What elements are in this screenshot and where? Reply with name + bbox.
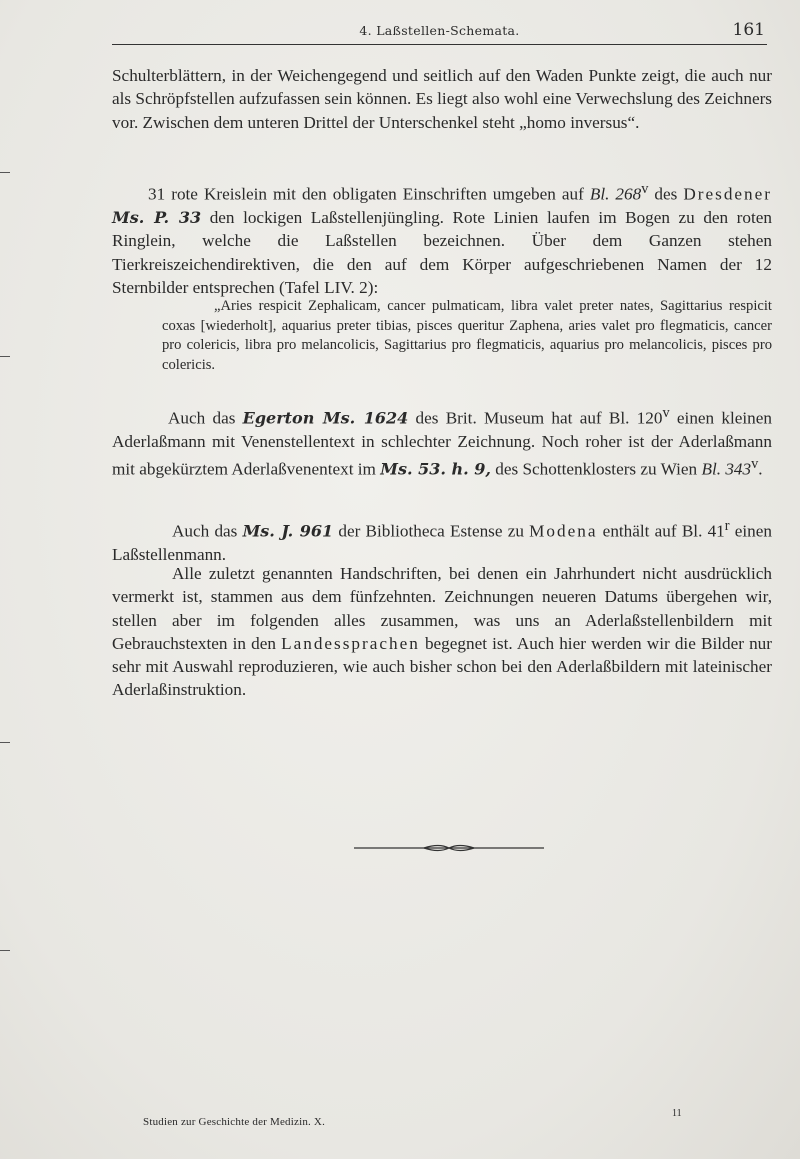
p4-text-a: Auch das — [172, 521, 243, 541]
p2-text-b: des — [648, 184, 684, 204]
p2-text-d: den lockigen Laßstellenjüngling. Rote Linien laufen im Bogen zu den roten Ringlein, welche die Laßstellen bezeichnen. Über dem Ganzen stehen Tierkreiszeichendirektiven, die den auf dem Körper aufgeschriebenen Namen der 12 Sternbilder entsprechen (Tafel LIV. 2): — [112, 208, 772, 297]
p3-text-e: . — [758, 460, 763, 480]
p3-text-a: Auch das — [168, 408, 243, 428]
p5-text-a: Alle zuletzt genannten Handschriften, bei denen ein Jahrhundert nicht ausdrücklich vermerkt ist, stammen aus dem fünfzehnten. Zeichnungen neueren Datums übergehen wir, stellen aber im folgenden alles zusammen, was uns an Aderlaßstellenbildern mit Gebrauchstexten in den — [112, 564, 772, 653]
margin-mark — [0, 950, 10, 951]
paragraph-3 — [112, 402, 772, 481]
p2-city: Dresdener — [683, 184, 772, 204]
paragraph-2 — [112, 178, 772, 299]
page-number: 161 — [732, 20, 765, 40]
p3-sup-2: v — [751, 456, 759, 473]
paragraph-4 — [112, 515, 772, 566]
p2-text-a: 31 rote Kreislein mit den obligaten Einschriften umgeben auf — [148, 184, 590, 204]
running-header — [112, 20, 767, 45]
margin-mark — [0, 172, 10, 173]
p4-text-c: enthält auf Bl. 41 — [597, 521, 725, 541]
margin-mark — [0, 356, 10, 357]
margin-mark — [0, 742, 10, 743]
p3-text-c: einen kleinen Aderlaßmann mit Venenstellentext in schlechter Zeichnung. Noch roher ist der Aderlaßmann mit abgekürztem Aderlaßvenentext im — [112, 408, 772, 480]
p3-manuscript-1: Egerton Ms. 1624 — [242, 408, 409, 428]
footer-signature: 11 — [672, 1108, 682, 1119]
footer-series: Studien zur Geschichte der Medizin. X. — [143, 1116, 326, 1128]
latin-quote: „Aries respicit Zephalicam, cancer pulmaticam, libra valet preter nates, Sagittarius respicit coxas [wiederholt], aquarius preter tibias, pisces queritur Zaphena, aries valet pro flegmaticis, cancer pro colericis, libra pro melancolicis, Sagittarius pro flegmaticis, aquarius pro melancolicis, pisces pro colericis. — [162, 298, 772, 373]
p3-text-b: des Brit. Museum hat auf Bl. 120 — [408, 408, 663, 428]
p5-spaced-word: Landessprachen — [281, 633, 420, 653]
paragraph-5 — [112, 562, 772, 702]
p4-text-d: einen Laßstellenmann. — [112, 521, 772, 565]
section-divider-ornament — [354, 841, 544, 855]
p2-folio-ref: Bl. 268 — [589, 184, 642, 204]
paragraph-1: Schulterblättern, in der Weichengegend und seitlich auf den Waden Punkte zeigt, die auch nur als Schröpfstellen aufzufassen sein können. Es liegt also wohl eine Verwechslung des Zeichners vor. Zwischen dem unteren Drittel der Unterschenkel steht „homo inversus“. — [112, 66, 772, 132]
p3-folio-ref: Bl. 343 — [701, 460, 752, 480]
p4-city: Modena — [529, 521, 598, 541]
p4-text-b: der Bibliotheca Estense zu — [333, 521, 530, 541]
p2-folio-sup: v — [641, 181, 649, 197]
p3-sup-1: v — [662, 405, 670, 421]
p3-manuscript-2: Ms. 53. h. 9, — [380, 460, 491, 480]
p2-manuscript: Ms. P. 33 — [112, 208, 202, 228]
p3-text-d: des Schottenklosters zu Wien — [490, 460, 702, 480]
p4-sup: r — [724, 518, 730, 534]
header-title: 4. Laßstellen-Schemata. — [359, 23, 520, 38]
p5-text-b: begegnet ist. Auch hier werden wir die Bilder nur sehr mit Auswahl reproduzieren, wie auch bisher schon bei den Aderlaßbildern mit lateinischer Aderlaßinstruktion. — [112, 633, 772, 700]
p4-manuscript: Ms. J. 961 — [242, 521, 334, 541]
